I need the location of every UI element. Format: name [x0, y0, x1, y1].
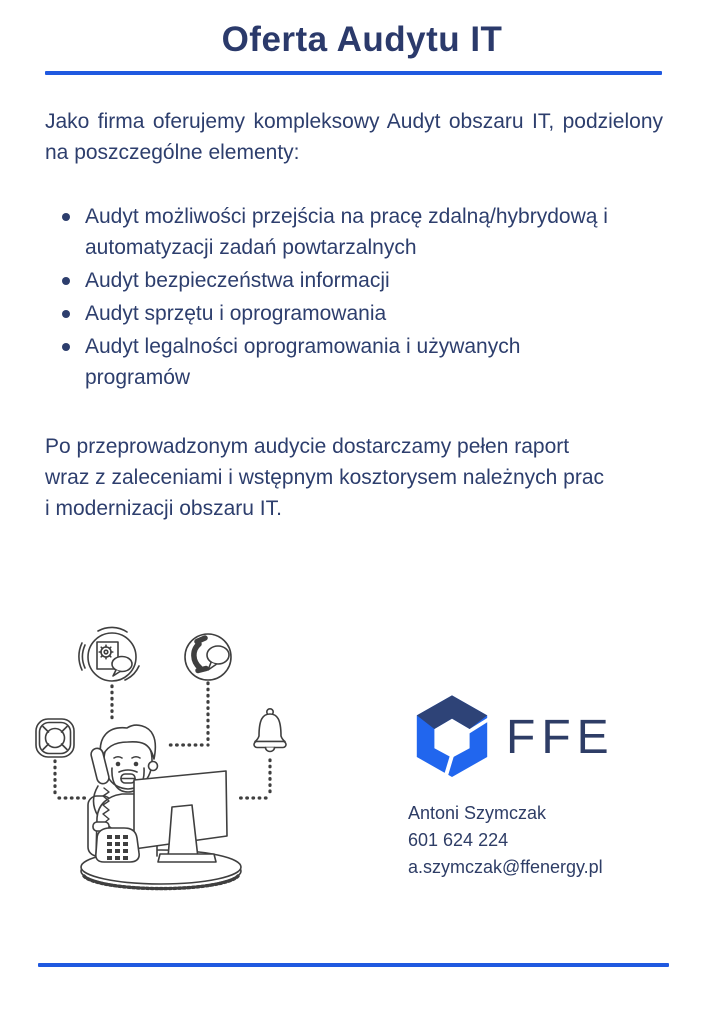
bell-icon — [254, 709, 286, 752]
title-divider — [45, 71, 662, 75]
bullet-item — [45, 298, 665, 329]
closing-line: i modernizacji obszaru IT. — [45, 497, 282, 520]
bullet-line: Audyt bezpieczeństwa informacji — [85, 269, 390, 292]
contact-name: Antoni Szymczak — [408, 803, 547, 823]
ffe-logo-mark — [412, 693, 492, 781]
lifebuoy-icon — [36, 719, 74, 757]
bullet-item — [45, 331, 665, 393]
contact-block — [408, 800, 603, 881]
bullet-line: Audyt sprzętu i oprogramowania — [85, 302, 387, 325]
intro-paragraph: Jako firma oferujemy kompleksowy Audyt obszaru IT, podzielony na poszczególne elementy: — [45, 110, 663, 164]
footer-divider — [38, 963, 669, 967]
contact-phone: 601 624 224 — [408, 830, 509, 850]
bullet-line: programów — [85, 366, 191, 389]
bullet-item — [45, 201, 665, 263]
closing-line: Po przeprowadzonym audycie dostarczamy pełen raport — [45, 435, 570, 458]
closing-paragraph — [45, 431, 675, 524]
support-agent-illustration — [30, 608, 330, 898]
contact-email: a.szymczak@ffenergy.pl — [408, 857, 603, 877]
bullet-line: Audyt legalności oprogramowania i używanych — [85, 335, 521, 358]
chat-settings-icon — [79, 627, 139, 681]
phone-call-icon — [185, 634, 231, 680]
audit-bullet-list — [45, 201, 665, 395]
ffe-logo-text: FFE — [506, 711, 615, 764]
bullet-line: Audyt możliwości przejścia na pracę zdalną/hybrydową i — [85, 205, 608, 228]
bullet-item — [45, 265, 665, 296]
bullet-line: automatyzacji zadań powtarzalnych — [85, 236, 417, 259]
page-title: Oferta Audytu IT — [221, 20, 503, 59]
closing-line: wraz z zaleceniami i wstępnym kosztorysem należnych prac — [45, 466, 605, 489]
